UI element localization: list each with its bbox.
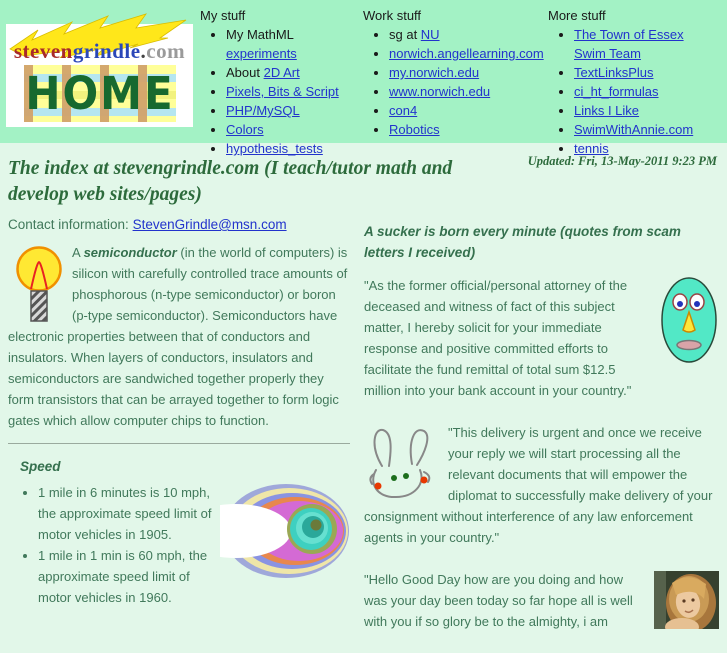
nav-item: [226, 120, 363, 139]
nav-column-title: Work stuff: [363, 8, 422, 23]
speed-heading: Speed: [20, 459, 61, 474]
scam-quote-1: [364, 275, 719, 401]
nav-link-ci-ht-formulas[interactable]: ci_ht_formulas: [574, 84, 659, 99]
nav-item: [389, 82, 548, 101]
masthead: [0, 143, 727, 208]
nav-link-links-i-like[interactable]: Links I Like: [574, 103, 640, 118]
right-column: [350, 208, 719, 653]
left-column: [8, 208, 350, 653]
speed-section: [8, 482, 350, 608]
alien-face-image: [659, 275, 719, 365]
nav-link-swimwithannie[interactable]: SwimWithAnnie.com: [574, 122, 694, 137]
nav-item-text: My MathML: [226, 27, 294, 42]
site-name-dot: .: [140, 39, 147, 63]
quote-text: "As the former official/personal attorney of the deceased and witness of fact of this subject matter, I hereby solicit for your immediate response and positive committed efforts to facilitate the fund remittal of total sum $12.5 million into your bank account in your country.": [364, 278, 632, 398]
nav-link-robotics[interactable]: Robotics: [389, 122, 440, 137]
nav-item: [389, 25, 548, 44]
site-name-part2: grindle: [72, 39, 141, 63]
site-name-part3: com: [146, 39, 186, 63]
nav-link-php-mysql[interactable]: PHP/MySQL: [226, 103, 300, 118]
nav-item: [226, 101, 363, 120]
nav-link-nu[interactable]: NU: [420, 27, 440, 42]
nav-link-angellearning[interactable]: norwich.angellearning.com: [389, 46, 544, 61]
nav-link-hypothesis-tests[interactable]: hypothesis_tests: [226, 141, 323, 156]
nav-link-colors[interactable]: Colors: [226, 122, 264, 137]
nav-item: [226, 82, 363, 101]
speed-bullet: • 1 mile in 1 min is 60 mph, the approximate speed limit of motor vehicles in 1960.: [38, 545, 350, 608]
quote-text: "This delivery is urgent and once we receive your reply we will start processing all the relevant documents that will empower the diplomat to successfully make delivery of your consignment without interference of any law enforcement agents in your country.": [364, 425, 713, 545]
nav-column-my-stuff: [200, 6, 363, 158]
nav-item: [574, 101, 716, 120]
scam-quote-3: [364, 569, 719, 632]
nav-column-title: My stuff: [200, 8, 246, 23]
nav-link-pixels-bits-script[interactable]: Pixels, Bits & Script: [226, 84, 339, 99]
para-rest: (in the world of computers) is silicon with carefully controlled trace amounts of phosphorous (n-type semiconductor) or boron (p-type semiconductor). Semiconductors have electronic properties between that of conductors and insulators. When layers of conductors, insulators and semiconductors are sandwiched together properly they form transistors that can be arrayed together to form logic gates which allow computer chips to function.: [8, 245, 348, 428]
scam-quotes-heading: A sucker is born every minute (quotes from scam letters I received): [364, 224, 681, 260]
nav-item: [574, 82, 716, 101]
nav-item-text: About: [226, 65, 264, 80]
nav-link-2d-art[interactable]: 2D Art: [263, 65, 300, 80]
nav-item: [226, 63, 363, 82]
rabbit-drawing-image: [366, 424, 440, 504]
contact-line: [8, 217, 350, 232]
spiral-eye-image: [220, 482, 350, 580]
nav-item: [389, 101, 548, 120]
site-logo[interactable]: [6, 24, 193, 127]
lightbulb-image: [16, 244, 62, 324]
nav-item: [389, 44, 548, 63]
semiconductor-section: [8, 242, 350, 431]
nav-link-essex-swim-team[interactable]: The Town of Essex Swim Team: [574, 27, 684, 61]
nav-link-experiments[interactable]: experiments: [226, 46, 297, 61]
contact-label: Contact information:: [8, 217, 133, 232]
site-name: [6, 39, 193, 64]
site-header: [0, 0, 727, 156]
woman-photo: [654, 571, 719, 629]
nav-column-work-stuff: [363, 6, 548, 158]
nav-link-tennis[interactable]: tennis: [574, 141, 609, 156]
page-title: The index at stevengrindle.com (I teach/tutor math and develop web sites/pages): [8, 158, 453, 205]
nav-link-textlinksplus[interactable]: TextLinksPlus: [574, 65, 654, 80]
para-prefix: A: [72, 245, 84, 260]
scam-quote-2: [364, 422, 719, 548]
nav-item: [389, 63, 548, 82]
home-label: HOME: [25, 66, 175, 120]
section-divider: [8, 443, 350, 444]
quote-text: "Hello Good Day how are you doing and how was your day been today so far hope all is well with you if so glory be to the almighty, i am: [364, 572, 633, 629]
speed-bullet: • 1 mile in 6 minutes is 10 mph, the approximate speed limit of motor vehicles in 1905.: [38, 482, 350, 545]
nav-item: [574, 120, 716, 139]
nav-item: [226, 25, 363, 63]
home-button[interactable]: [24, 65, 176, 122]
updated-timestamp: Updated: Fri, 13-May-2011 9:23 PM: [527, 154, 717, 168]
header-nav: [200, 6, 716, 158]
nav-column-title: More stuff: [548, 8, 606, 23]
nav-column-more-stuff: [548, 6, 716, 158]
site-name-part1: steven: [13, 39, 73, 63]
para-bold-word: semiconductor: [83, 245, 177, 260]
contact-email-link[interactable]: StevenGrindle@msn.com: [132, 217, 287, 232]
nav-link-www-norwich[interactable]: www.norwich.edu: [389, 84, 491, 99]
nav-link-my-norwich[interactable]: my.norwich.edu: [389, 65, 480, 80]
nav-item: [574, 63, 716, 82]
nav-link-con4[interactable]: con4: [389, 103, 418, 118]
nav-item-text: sg at: [389, 27, 421, 42]
nav-item: [574, 25, 716, 63]
main-content: [0, 208, 727, 653]
nav-item: [389, 120, 548, 139]
